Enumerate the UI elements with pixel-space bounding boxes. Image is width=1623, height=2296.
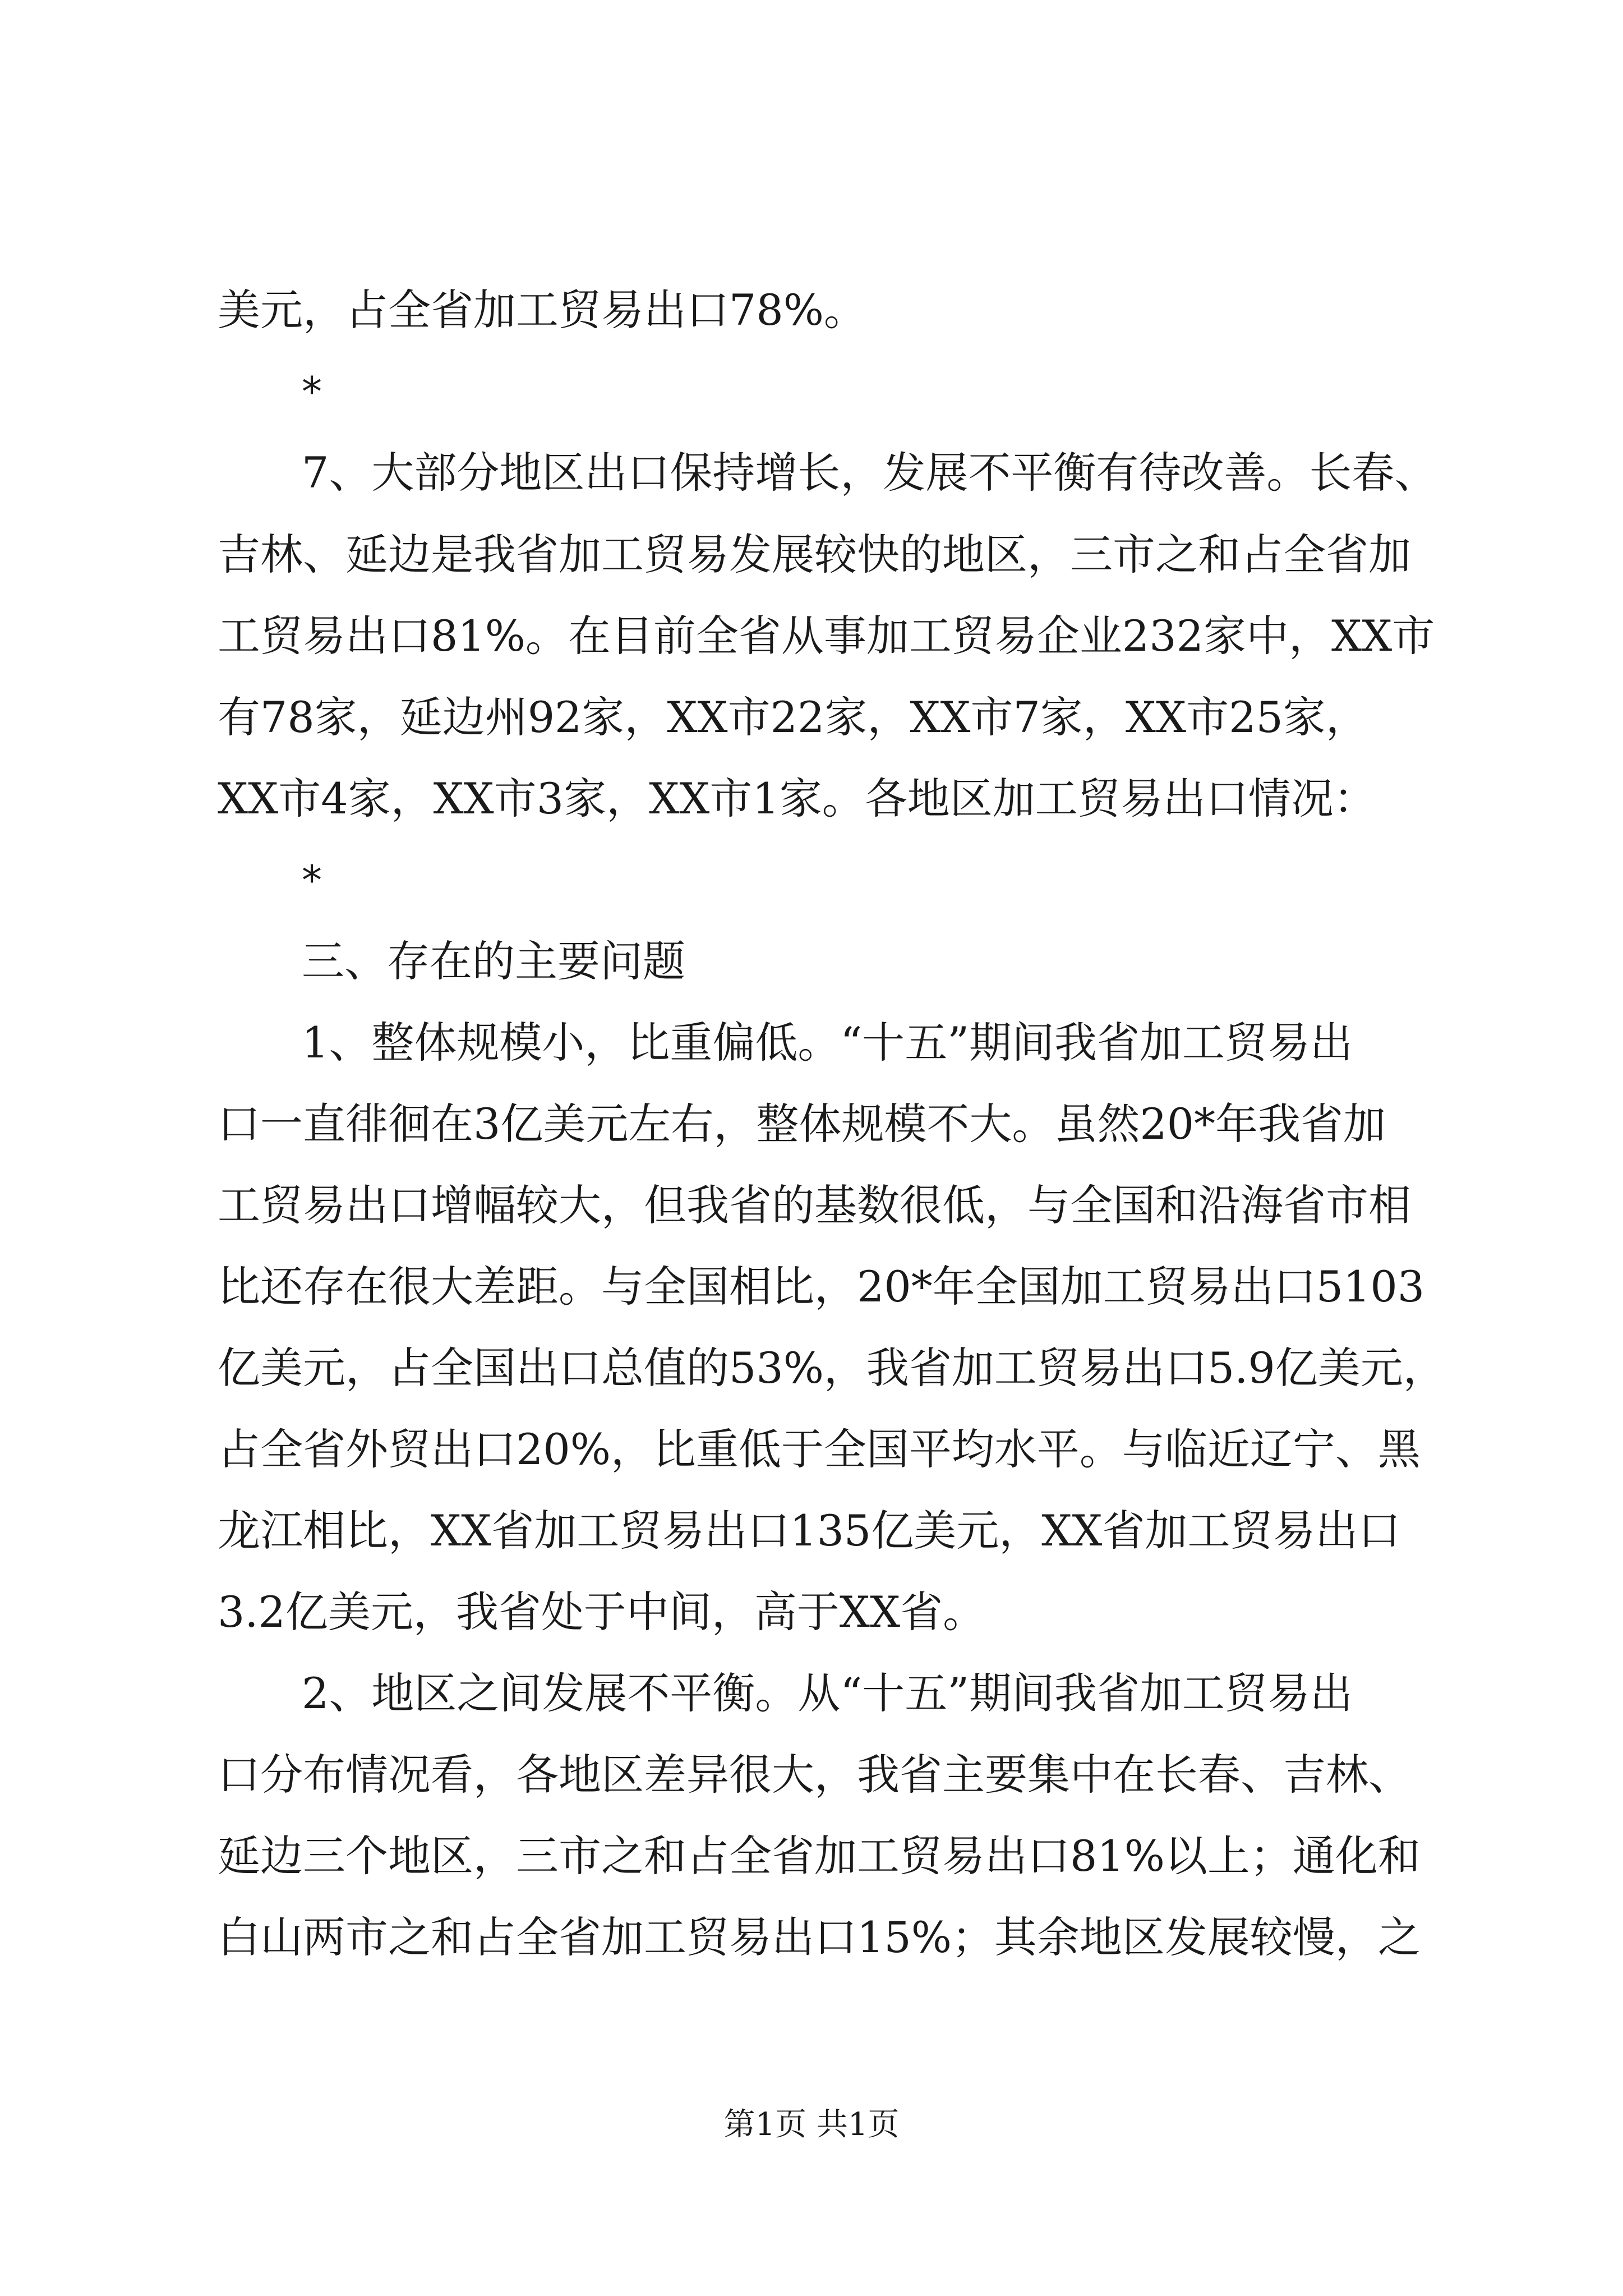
paragraph-7-line-5: XX市4家，XX市3家，XX市1家。各地区加工贸易出口情况：	[218, 774, 1376, 823]
paragraph-7-line-2: 吉林、延边是我省加工贸易发展较快的地区，三市之和占全省加	[218, 530, 1411, 579]
paragraph-1-line-2: 口一直徘徊在3亿美元左右，整体规模不大。虽然20*年我省加	[218, 1099, 1386, 1149]
paragraph-7-line-3: 工贸易出口81%。在目前全省从事加工贸易企业232家中，XX市	[218, 611, 1435, 661]
text-line-1: 美元，占全省加工贸易出口78%。	[218, 285, 866, 335]
paragraph-7-line-4: 有78家，延边州92家，XX市22家，XX市7家，XX市25家，	[218, 692, 1368, 742]
paragraph-1-line-5: 亿美元，占全国出口总值的53%，我省加工贸易出口5.9亿美元，	[218, 1343, 1446, 1393]
paragraph-1-line-6: 占全省外贸出口20%，比重低于全国平均水平。与临近辽宁、黑	[218, 1424, 1421, 1474]
paragraph-1-line-4: 比还存在很大差距。与全国相比，20*年全国加工贸易出口5103	[218, 1262, 1425, 1312]
paragraph-7-line-1: 7、大部分地区出口保持增长，发展不平衡有待改善。长春、	[302, 448, 1437, 498]
paragraph-2-line-3: 延边三个地区，三市之和占全省加工贸易出口81%以上；通化和	[218, 1831, 1421, 1881]
asterisk-line-1: *	[302, 368, 322, 415]
paragraph-1-line-8: 3.2亿美元，我省处于中间，高于XX省。	[218, 1587, 986, 1637]
section-heading: 三、存在的主要问题	[302, 936, 685, 986]
paragraph-2-line-2: 口分布情况看，各地区差异很大，我省主要集中在长春、吉林、	[218, 1750, 1411, 1800]
paragraph-1-line-3: 工贸易出口增幅较大，但我省的基数很低，与全国和沿海省市相	[218, 1180, 1411, 1230]
paragraph-2-line-1: 2、地区之间发展不平衡。从“十五”期间我省加工贸易出	[302, 1668, 1353, 1718]
page-footer: 第1页 共1页	[723, 2106, 900, 2143]
asterisk-line-2: *	[302, 857, 322, 904]
paragraph-1-line-1: 1、整体规模小，比重偏低。“十五”期间我省加工贸易出	[302, 1018, 1353, 1068]
paragraph-2-line-4: 白山两市之和占全省加工贸易出口15%；其余地区发展较慢，之	[218, 1912, 1421, 1962]
paragraph-1-line-7: 龙江相比，XX省加工贸易出口135亿美元，XX省加工贸易出口	[218, 1506, 1401, 1556]
